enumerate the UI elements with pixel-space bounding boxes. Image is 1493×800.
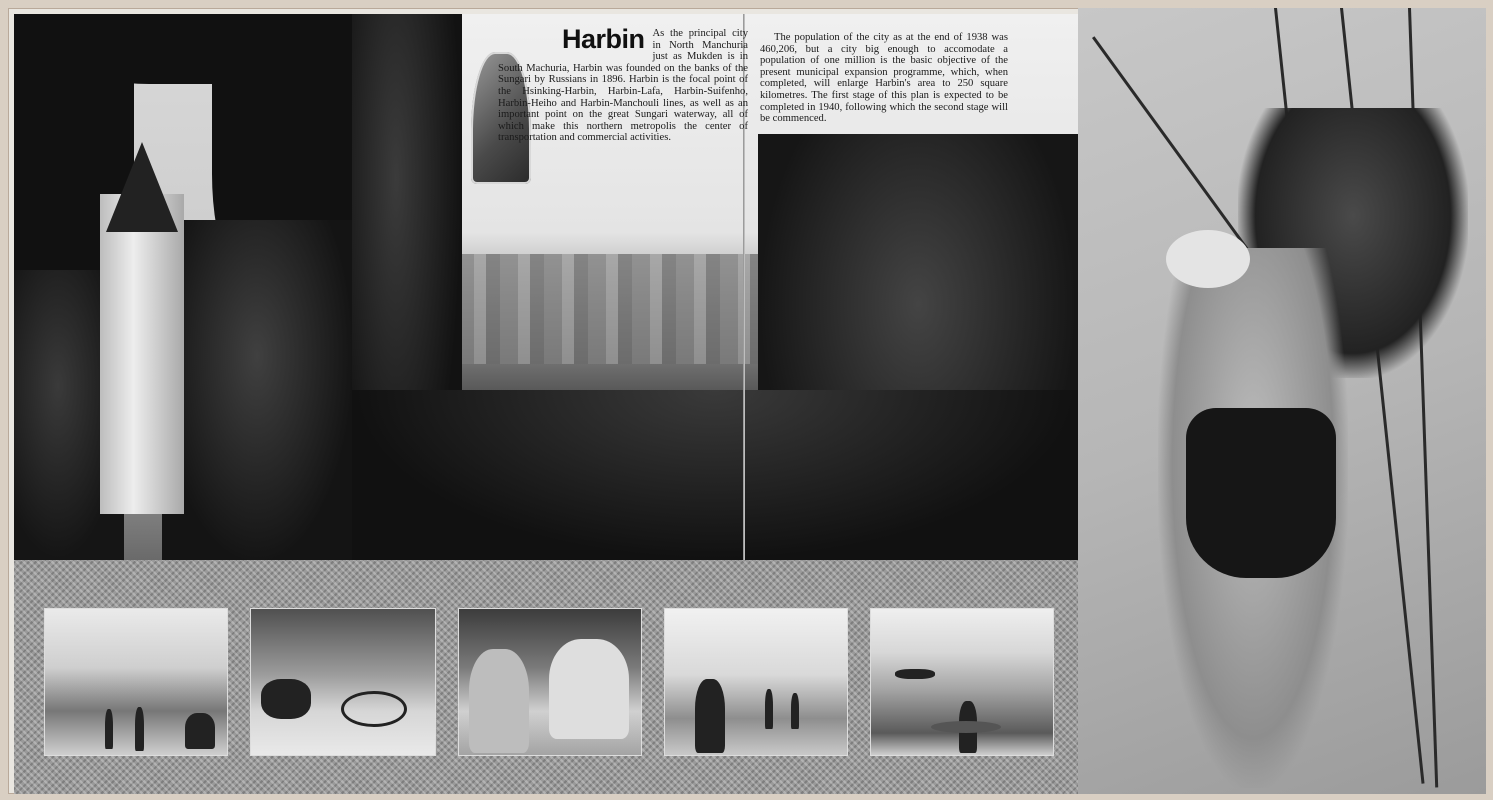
page-heading: Harbin (562, 24, 645, 54)
population-text-block (760, 32, 1008, 125)
intro-paragraph: As the principal city in North Manchuria just as Mukden is in South Machuria, Harbin was founded on the banks of the Sungari by Russians in 1896. Harbin is the focal point of the Hsinking-Harbin, Harbin-Lafa, Harbin-Suifenho, Harbin-Heiho and Harbin-Manchouli lines, as well as an important point on the great Sungari waterway, all of which make this northern metropolis the center of transportation and commercial activities. (498, 28, 748, 144)
swing-photo (1078, 8, 1486, 794)
riverbank-thumbnail (870, 608, 1054, 756)
population-paragraph: The population of the city as at the end of 1938 was 460,206, but a city big enough to accomodate a population of one million is the basic objective of the present municipal expansion programme, which, when completed, will enlarge Harbin's area to 250 square kilometres. The first stage of this plan is expected to be completed in 1940, following which the second stage will be commenced. (760, 32, 1008, 125)
intro-text-block (498, 24, 748, 144)
carriage-thumbnail (250, 608, 436, 756)
photo-strip (14, 560, 1078, 794)
street-thumbnail (44, 608, 228, 756)
church-arch-photo (14, 14, 352, 560)
brochure-spread (8, 8, 1486, 794)
couple-thumbnail (458, 608, 642, 756)
promenade-thumbnail (664, 608, 848, 756)
